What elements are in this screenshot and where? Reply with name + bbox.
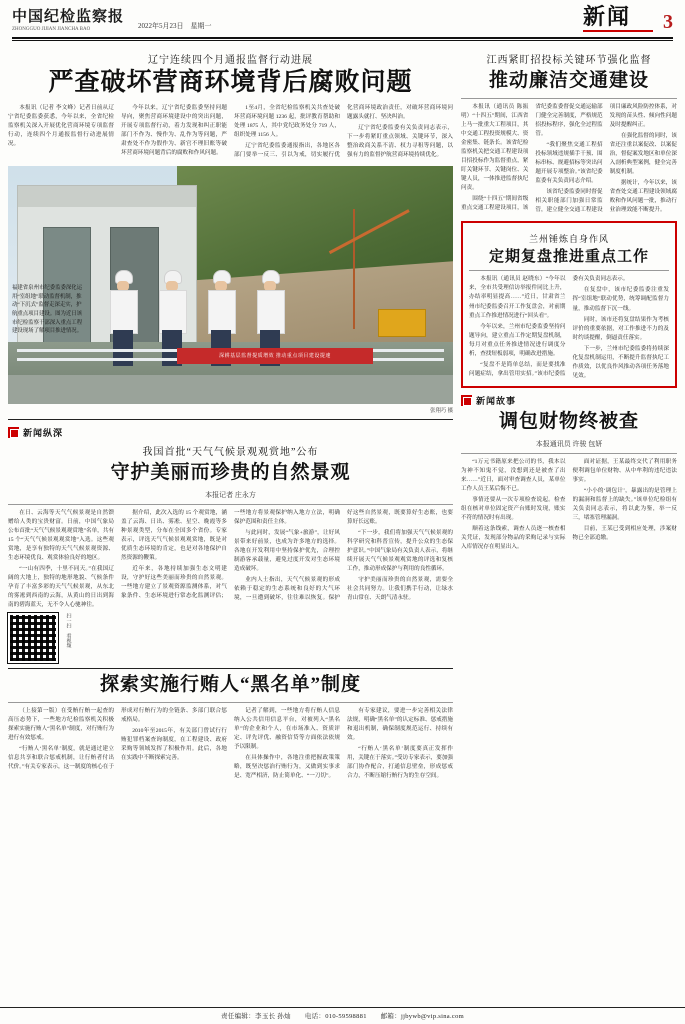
paragraph: “我们聚焦交通工程招投标领域违规插手干预、围标串标、规避招标等突出问题开展专项整治。”该省纪委监委有关负责同志介绍。 <box>535 141 603 185</box>
photo-banner: 深耕基层监督提质增效 推动重点项目建设提速 <box>177 348 373 364</box>
paragraph: 同时，该市还将复盘结果作为考核评价的重要依据，对工作推进不力的及时约谈提醒，倒逼责任落实。 <box>572 316 669 341</box>
photo-shirt <box>110 290 138 334</box>
flag-mark-icon <box>8 427 19 438</box>
paragraph: 面对证据，王某最终交代了利用职务便利调包单位财物、从中牟利的违纪违法事实。 <box>572 458 677 483</box>
lead-headline: 严查破坏营商环境背后腐败问题 <box>48 69 413 96</box>
divider <box>461 453 677 454</box>
paragraph: 在复盘中，该市纪委监委注重发挥“室组地”联动优势，统筹调配监督力量，推动监督下沉一线。 <box>572 287 669 312</box>
paragraph: 今年以来，辽宁省纪委监委坚持问题导向，聚焦营商环境建设中的突出问题，开展专项监督行动，着力发现和纠正职能部门不作为、慢作为、乱作为等问题，严肃查处不作为假作为、新官不理旧账等破坏营商环境问题背后的腐败和作风问题。 <box>121 104 227 156</box>
paragraph: 守护美丽而珍贵的自然景观，需要全社会共同努力。让我们携手行动，让绿水青山常在、天朗气清永驻。 <box>347 577 453 602</box>
paragraph: 顺着这条线索，调查人员逐一核查相关凭证，发现部分物品的采购记录与实际入库情况存在明显出入。 <box>461 526 566 551</box>
paragraph: 本报讯（记者 李文峰）记者日前从辽宁省纪委监委获悉，今年以来，全省纪检监察机关深入开展优化营商环境专项监督行动，连续四个月通报监督行动进展情况。 <box>8 104 114 147</box>
paragraph: “一山有四季，十里不同天。”在我国辽阔的大地上，独特的地形地貌、气候条件孕育了丰富多彩的天气气候景观，从东北的雾凇到西南的云海，从黄山的日出到海南的碧海蓝天，无不令人心驰神往。 <box>8 566 114 609</box>
paragraph: 业内人士指出，天气气候景观的形成依赖于稳定的生态系统和良好的大气环境，一旦遭到破坏，往往难以恢复。保护好这些自然景观，既要算好生态账，也要算好长远账。 <box>234 509 453 602</box>
right-bottom-byline: 本报通讯员 许骏 包妍 <box>535 439 603 448</box>
boxed-kicker: 兰州锤炼自身作风 <box>528 234 609 245</box>
paragraph: 有专家建议，要进一步完善相关法律法规，明确“黑名单”的认定标准、惩戒措施和退出机制，确保制度规范运行、持续有效。 <box>347 708 453 742</box>
bottom-body <box>8 707 453 781</box>
paragraph: 本报讯（通讯员 赵晓东）“今年以来，全市共受理信访举报件同比上升，办结率明显提高……”近日，甘肃省兰州市纪委监委召开工作复盘会，对前期重点工作推进情况进行“回头看”。 <box>469 276 566 319</box>
bottom-headline: 探索实施行贿人“黑名单”制度 <box>99 674 361 696</box>
paragraph: 本报讯（通讯员 陈振明）“十四五”期间，江西省上马一批重大工程项目，其中交通工程投资规模大、资金密集、链条长。该省纪检监察机关把交通工程建设项目招投标作为监督重点，紧盯关键环节、关键岗位、关键人员，一体推进监督执纪问责。 <box>461 103 529 192</box>
section-flag-news-depth <box>8 426 453 439</box>
right-bottom-headline: 调包财物终被查 <box>498 410 639 432</box>
masthead-rule <box>12 37 673 39</box>
right-top-body <box>461 103 677 216</box>
section-flag-label: 新闻纵深 <box>23 428 64 439</box>
mid-body <box>8 509 453 611</box>
page-columns <box>8 47 677 782</box>
photo-credit: 张翔巧 摄 <box>430 408 453 415</box>
photo-building-roof <box>18 186 196 207</box>
flag-mark-icon <box>461 395 472 406</box>
paragraph: “复盘不是简单总结，而是要找准问题症结，拿出管用实招。”该市纪委监委有关负责同志表示。 <box>469 276 629 377</box>
mid-headline: 守护美丽而珍贵的自然景观 <box>110 462 351 484</box>
paragraph: 辽宁省纪委监委有关负责同志表示，下一步将紧盯重点领域、关键环节，深入整治政商关系不清、权力寻租等问题，以强有力的监督护航营商环境持续优化。 <box>347 124 453 158</box>
qr-caption: 扫一扫 看视频 <box>65 613 71 649</box>
page-footer <box>0 1007 685 1024</box>
newspaper-logo-pinyin: ZHONGGUO JIJIAN JIANCHA BAO <box>12 27 91 32</box>
right-top-kicker: 江西紧盯招投标关键环节强化监督 <box>486 55 652 66</box>
paragraph: 据统计，今年以来，该省查处交通工程建设领域腐败和作风问题一批，推动行业治理效能不断提升。 <box>609 180 677 214</box>
divider <box>8 504 453 505</box>
paragraph: 1至4月，全省纪检监察机关共查处破坏营商环境问题 1236 起，批评教育帮助和处理 1875 人，其中党纪政务处分 719 人，组织处理 1156 人。 <box>234 104 340 138</box>
footer-email: 邮箱：jjbywb@vip.sina.com <box>380 1013 464 1020</box>
boxed-headline: 定期复盘推进重点工作 <box>488 249 649 266</box>
right-bottom-body <box>461 458 677 552</box>
section-underline <box>583 30 653 32</box>
lead-kicker: 辽宁连续四个月通报监督行动进展 <box>148 55 313 66</box>
section-title: 新闻 <box>583 4 632 29</box>
photo-excavator <box>378 309 426 337</box>
photo-crane-mast <box>353 209 355 329</box>
page-number: 3 <box>663 11 673 33</box>
paragraph: 近年来，各地持续加强生态文明建设，守护好这些美丽而珍贵的自然景观。一些地方建立了景观资源监测体系，对气象条件、生态环境进行常态化监测评估；一些地方将景观保护纳入地方立法，明确保护范围和责任主体。 <box>121 509 340 600</box>
paragraph: 目前，王某已受到相应处理，涉案财物已全部追缴。 <box>572 526 677 542</box>
photo-road <box>8 375 453 404</box>
paragraph: 辽宁省纪委监委通报指出，各地区各部门要举一反三、引以为戒，切实履行优化营商环境政治责任，对破坏营商环境问题露头就打、坚决纠治。 <box>234 104 453 158</box>
paragraph: 与此同时，发展“气象+旅游”，让好风景带来好前景，也成为许多地方的选择。各地在开发利用中坚持保护优先，合理控制游客承载量，避免过度开发对生态环境造成破坏。 <box>234 529 340 573</box>
masthead-rule-thin <box>12 40 673 41</box>
boxed-body <box>469 275 669 381</box>
photo-caption: 福建省泉州市纪委监委深化运用“室组地”联动监督机制，推动“下沉式”监督走深走实，护航重点项目建设。图为近日该市纪检监察干部深入重点工程建设现场了解项目推进情况。 <box>12 285 83 335</box>
divider <box>8 702 453 703</box>
masthead <box>8 0 677 34</box>
newspaper-logo: 中国纪检监察报 <box>12 9 125 25</box>
paragraph: 围绕“十四五”期间省级重点交通工程建设项目，该省纪委监委督促交通运输部门健全完善制度，严格规范招投标程序，强化全过程监管。 <box>461 103 603 212</box>
paragraph: “行贿人‘黑名单’制度要真正发挥作用，关键在于落实。”受访专家表示，要加强部门协作配合，打通信息壁垒，形成惩戒合力，不断压缩行贿行为的生存空间。 <box>347 746 453 780</box>
paragraph: （上接第一版）在受贿行贿一起查的高压态势下，一些地方纪检监察机关积极探索实施行贿人“黑名单”制度，对行贿行为进行有效惩戒。 <box>8 708 114 742</box>
footer-phone: 电话：010-59598881 <box>304 1013 367 1020</box>
section-flag-news-story <box>461 394 677 407</box>
paragraph: 据介绍，此次入选的 15 个观赏地，涵盖了云海、日出、雾凇、星空、晚霞等多种景观类型，分布在全国多个省份。专家表示，评选天气气候景观观赏地，既是对优质生态环境的肯定，也是对各地保护自然资源的鞭策。 <box>121 509 227 562</box>
mid-kicker: 我国首批“天气气候景观观赏地”公布 <box>142 447 319 459</box>
footer-editor: 责任编辑：李玉长 孙灿 <box>221 1013 291 1020</box>
left-column <box>8 47 453 782</box>
paragraph: 今年以来，兰州市纪委监委坚持问题导向，建立重点工作定期复盘机制，每月对重点任务推进情况进行调度分析，查找短板弱项，明确改进措施。 <box>469 323 566 357</box>
mid-byline: 本报记者 庄永方 <box>205 490 256 499</box>
paragraph: “1万元书籍原来把公司的书，我本以为神不知鬼不觉，没想到还是被查了出来……”近日，面对审查调查人员，某单位工作人员王某后悔不已。 <box>461 458 566 492</box>
lead-body <box>8 104 453 160</box>
paragraph: “小小的‘调包计’，暴露出的是管理上的漏洞和监督上的缺失。”该单位纪检组有关负责同志表示，将以此为鉴，举一反三，堵塞管理漏洞。 <box>572 487 677 521</box>
news-photo <box>8 166 453 404</box>
photo-shirt <box>159 290 187 334</box>
photo-shirt <box>208 290 236 334</box>
paragraph: 在具体操作中，各地注重把握政策策略，既坚决惩治行贿行为，又做到实事求是、宽严相济，防止简单化、“一刀切”。 <box>234 755 340 780</box>
paragraph: 下一步，兰州市纪委监委将持续深化复盘机制运用，不断提升监督执纪工作质效，以优良作风推动各项任务落地见效。 <box>572 345 669 379</box>
divider <box>461 98 677 99</box>
boxed-article <box>461 221 677 388</box>
publication-date: 2022年5月23日 星期一 <box>138 22 212 30</box>
divider <box>8 419 453 420</box>
right-top-headline: 推动廉洁交通建设 <box>488 70 649 91</box>
paragraph: 记者了解到，一些地方将行贿人信息纳入公共信用信息平台，对被列入“黑名单”的企业和个人，在市场准入、资质评定、评先评优、融资信贷等方面依法依规予以限制。 <box>234 708 340 751</box>
qr-code-icon[interactable] <box>8 613 58 663</box>
paragraph: 事情还要从一次专项检查说起。检查组在核对单位固定资产台账时发现，账实不符的情况时有出现。 <box>461 496 566 521</box>
photo-shirt <box>257 290 285 334</box>
divider <box>8 668 453 669</box>
paragraph: “行贿人‘黑名单’制度，就是通过建立信息共享和联合惩戒机制，让行贿者付出代价。”有关专家表示，这一制度的核心在于形成对行贿行为的全链条、多部门联合惩戒格局。 <box>8 708 227 771</box>
paragraph: 2010年至2015年，有关部门曾试行行贿犯罪档案查询制度，在工程建设、政府采购等领域发挥了积极作用。此后，各地在实践中不断探索完善。 <box>121 728 227 762</box>
paragraph: 在日、云海等天气气候景观是自然馈赠给人类的宝贵财富。日前，中国气象局公布首批“天气气候景观观赏地”名单，共有 15 个“天气气候景观观赏地”入选。这些观赏地，是享有独特的天气气候景观资源、生态环境优良、观赏体验良好的地区。 <box>8 509 114 562</box>
divider <box>469 270 669 271</box>
paragraph: 在强化监督的同时，该省还注重以案促改、以案促治，督促案发地区和单位深入剖析典型案例，健全完善制度机制。 <box>609 132 677 176</box>
section-flag-label: 新闻故事 <box>476 395 517 406</box>
paragraph: 该省纪委监委同时督促相关职能部门加强日常监管，建立健全交通工程建设项目廉政风险防控体系，对发现的苗头性、倾向性问题及时提醒纠正。 <box>535 103 677 214</box>
qr-block <box>8 613 453 663</box>
paragraph: “下一步，我们将加强天气气候景观的科学研究和科普宣传，提升公众的生态保护意识。”中国气象局有关负责人表示，将继续开展天气气候景观观赏地的评选和复核工作，推动形成保护与利用的良性循环。 <box>347 529 453 573</box>
right-column <box>461 47 677 782</box>
